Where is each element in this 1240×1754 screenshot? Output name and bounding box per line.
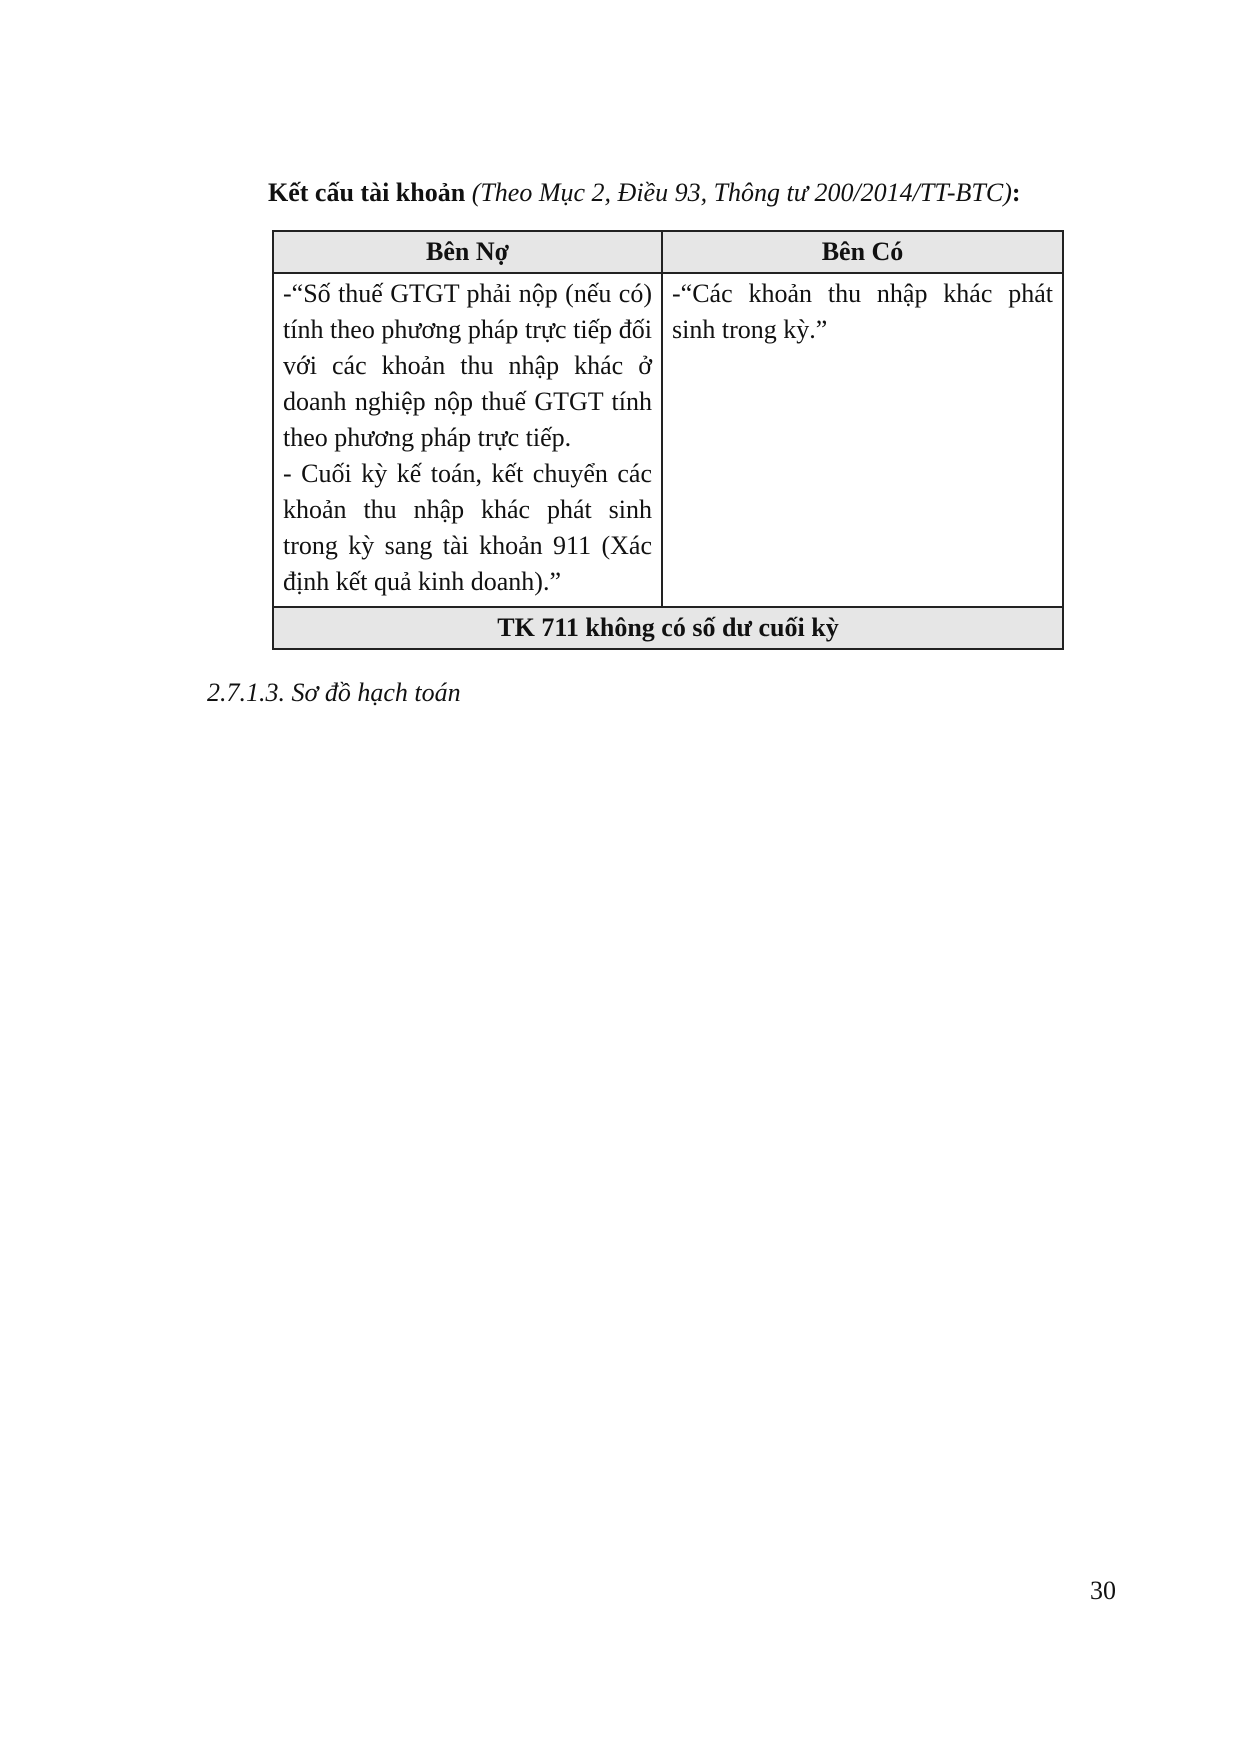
heading-reference: (Theo Mục 2, Điều 93, Thông tư 200/2014/TT-BTC) bbox=[471, 178, 1012, 207]
account-structure-heading bbox=[268, 176, 1021, 210]
debit-cell bbox=[273, 273, 662, 607]
table-body-row bbox=[273, 273, 1063, 607]
closing-balance-note: TK 711 không có số dư cuối kỳ bbox=[273, 607, 1063, 649]
credit-cell bbox=[662, 273, 1063, 607]
heading-title: Kết cấu tài khoản bbox=[268, 178, 466, 207]
debit-item: -“Số thuế GTGT phải nộp (nếu có) tính theo phương pháp trực tiếp đối với các khoản thu nhập khác ở doanh nghiệp nộp thuế GTGT tính theo phương pháp trực tiếp. bbox=[283, 279, 652, 452]
subsection-title: 2.7.1.3. Sơ đồ hạch toán bbox=[207, 678, 461, 707]
credit-item: -“Các khoản thu nhập khác phát sinh trong kỳ.” bbox=[672, 279, 1053, 344]
account-structure-table bbox=[272, 230, 1064, 650]
debit-header: Bên Nợ bbox=[273, 231, 662, 273]
table-footer-row bbox=[273, 607, 1063, 649]
debit-item: - Cuối kỳ kế toán, kết chuyển các khoản thu nhập khác phát sinh trong kỳ sang tài khoản 911 (Xác định kết quả kinh doanh).” bbox=[283, 459, 652, 596]
heading-colon: : bbox=[1011, 178, 1021, 207]
credit-header: Bên Có bbox=[662, 231, 1063, 273]
table-header-row bbox=[273, 231, 1063, 273]
page-number: 30 bbox=[1090, 1576, 1116, 1605]
